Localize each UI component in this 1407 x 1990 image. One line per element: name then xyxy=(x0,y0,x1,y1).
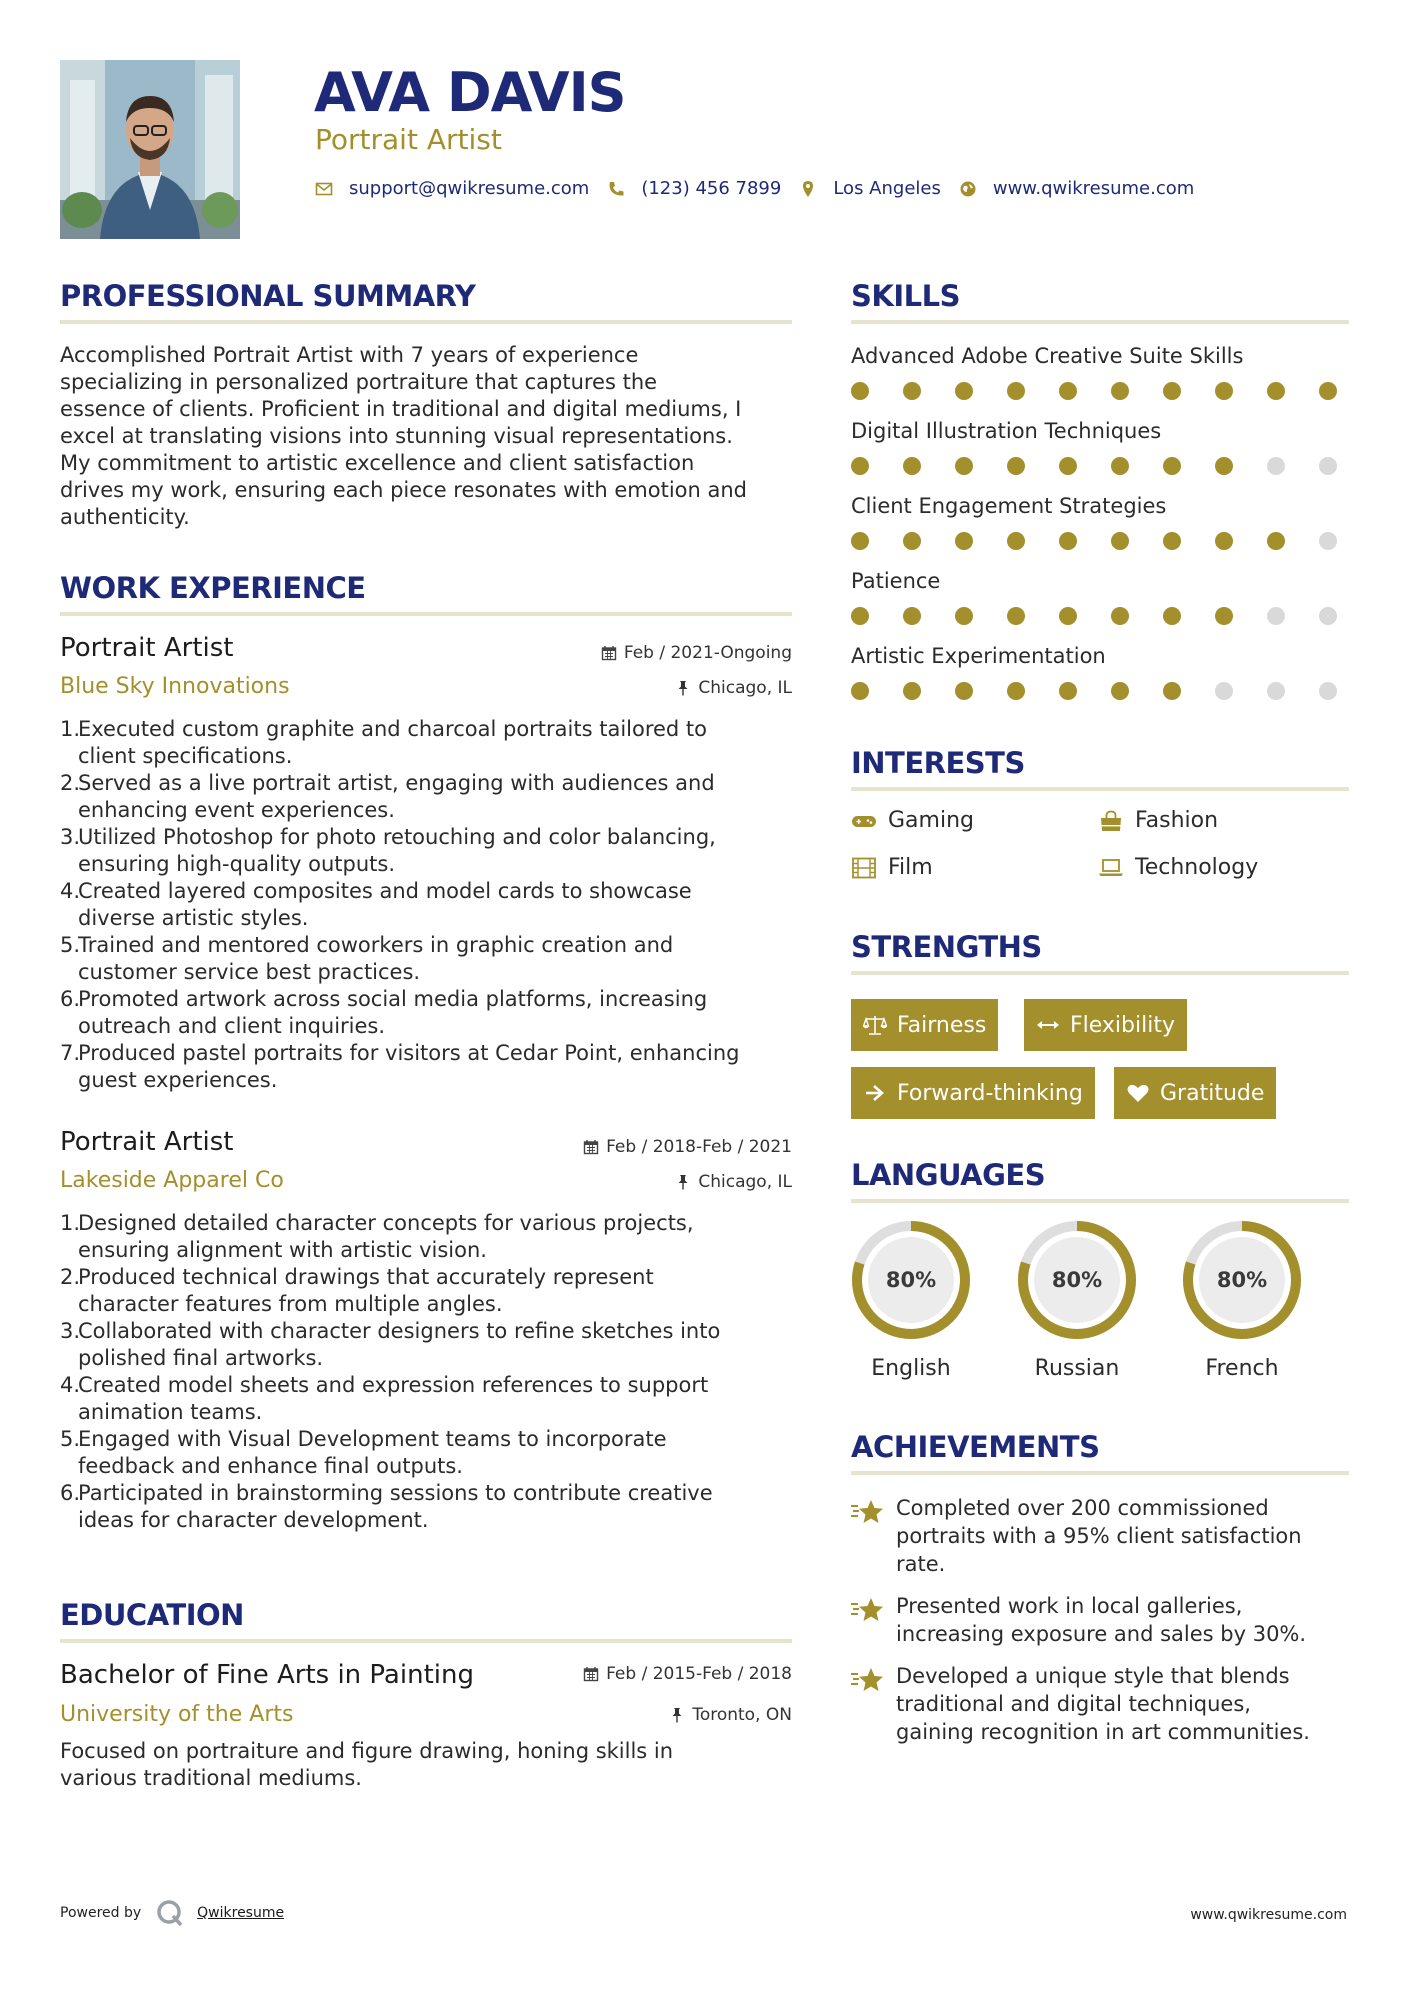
job-location xyxy=(480,677,792,699)
job-title: Portrait Artist xyxy=(60,633,234,663)
skill-dot-filled xyxy=(1111,682,1129,700)
laptop-icon xyxy=(1098,857,1124,879)
language-name: English xyxy=(871,1356,951,1381)
list-item: 4. Created model sheets and expression references to support animation teams. xyxy=(60,1372,800,1426)
skill-dot-empty xyxy=(1319,532,1337,550)
education-line: various traditional mediums. xyxy=(60,1766,362,1790)
skill-dot-filled xyxy=(1111,532,1129,550)
bullet-line: Created model sheets and expression references to support xyxy=(78,1373,709,1397)
skill-dot-filled xyxy=(955,457,973,475)
skill-dot-filled xyxy=(955,607,973,625)
strengths-heading: STRENGTHS xyxy=(851,930,1042,964)
skill-name: Advanced Adobe Creative Suite Skills xyxy=(851,344,1244,368)
strength-gratitude xyxy=(1114,1067,1276,1119)
bullet-line: Participated in brainstorming sessions to contribute creative xyxy=(78,1481,713,1505)
bullet-line: Utilized Photoshop for photo retouching and color balancing, xyxy=(78,825,716,849)
balance-scale-icon xyxy=(863,1014,887,1036)
website-text: www.qwikresume.com xyxy=(992,178,1195,199)
languages-heading: LANGUAGES xyxy=(851,1158,1046,1192)
skill-dot-filled xyxy=(1059,382,1077,400)
bullet-line: diverse artistic styles. xyxy=(78,906,309,930)
contact-phone[interactable] xyxy=(607,178,781,199)
bullet-line: ensuring alignment with artistic vision. xyxy=(78,1238,487,1262)
qwikresume-logo-icon xyxy=(155,1898,185,1928)
language-english xyxy=(851,1220,971,1381)
skill-dot-filled xyxy=(1163,682,1181,700)
skill-name: Digital Illustration Techniques xyxy=(851,419,1162,443)
candidate-role: Portrait Artist xyxy=(315,123,502,156)
bullet-line: ensuring high-quality outputs. xyxy=(78,852,396,876)
skill-dot-filled xyxy=(1267,532,1285,550)
skill-rating xyxy=(851,606,1337,626)
skill-dot-filled xyxy=(1059,532,1077,550)
skill-dot-filled xyxy=(1163,382,1181,400)
job-location xyxy=(480,1171,792,1193)
skill-rating xyxy=(851,531,1337,551)
bullet-line: feedback and enhance final outputs. xyxy=(78,1454,463,1478)
contact-location xyxy=(799,178,941,199)
interest-fashion xyxy=(1098,808,1218,833)
skill-dot-filled xyxy=(1059,607,1077,625)
skill-dot-filled xyxy=(1163,532,1181,550)
degree-title: Bachelor of Fine Arts in Painting xyxy=(60,1660,474,1690)
skill-dot-filled xyxy=(1215,382,1233,400)
skill-name: Artistic Experimentation xyxy=(851,644,1106,668)
skill-dot-filled xyxy=(903,457,921,475)
skill-dot-filled xyxy=(1007,607,1025,625)
language-name: Russian xyxy=(1034,1356,1120,1381)
skills-heading: SKILLS xyxy=(851,279,960,313)
skill-dot-empty xyxy=(1319,607,1337,625)
achievements-heading: ACHIEVEMENTS xyxy=(851,1430,1100,1464)
experience-rule xyxy=(60,612,792,616)
globe-icon xyxy=(959,180,977,198)
achievements-rule xyxy=(851,1471,1349,1475)
bullet-line: client specifications. xyxy=(78,744,293,768)
summary-line: excel at translating visions into stunning visual representations. xyxy=(60,424,733,448)
summary-line: authenticity. xyxy=(60,505,190,529)
summary-line: essence of clients. Proficient in traditional and digital mediums, I xyxy=(60,397,742,421)
education-location-text: Toronto, ON xyxy=(692,1705,792,1725)
footer-powered-by xyxy=(60,1898,284,1928)
achievement-line: gaining recognition in art communities. xyxy=(896,1720,1310,1744)
job-dates xyxy=(480,642,792,664)
bullet-line: Created layered composites and model cards to showcase xyxy=(78,879,692,903)
skill-dot-empty xyxy=(1319,457,1337,475)
job-dates xyxy=(480,1136,792,1158)
achievement-item xyxy=(850,1662,1350,1746)
interest-label: Technology xyxy=(1135,855,1259,880)
skill-dot-filled xyxy=(1267,382,1285,400)
school-name: University of the Arts xyxy=(60,1702,294,1727)
bullet-line: Promoted artwork across social media platforms, increasing xyxy=(78,987,708,1011)
contact-bar xyxy=(315,178,1212,199)
achievement-line: rate. xyxy=(896,1552,946,1576)
language-percent: 80% xyxy=(885,1268,937,1292)
education-dates xyxy=(480,1663,792,1685)
calendar-icon xyxy=(583,1139,599,1155)
bullet-line: guest experiences. xyxy=(78,1068,278,1092)
strength-label: Forward-thinking xyxy=(897,1080,1083,1106)
list-item: 3. Collaborated with character designers to refine sketches into polished final artworks. xyxy=(60,1318,800,1372)
bullet-line: Engaged with Visual Development teams to incorporate xyxy=(78,1427,667,1451)
skill-dot-filled xyxy=(851,682,869,700)
skill-dot-filled xyxy=(955,532,973,550)
summary-rule xyxy=(60,320,792,324)
pushpin-icon xyxy=(675,1174,691,1190)
interest-film xyxy=(851,855,933,880)
bullet-line: ideas for character development. xyxy=(78,1508,429,1532)
language-name: French xyxy=(1205,1356,1279,1381)
skill-dot-filled xyxy=(1007,532,1025,550)
bullet-line: polished final artworks. xyxy=(78,1346,324,1370)
languages-rule xyxy=(851,1199,1349,1203)
job-location-text: Chicago, IL xyxy=(698,678,792,698)
achievement-text xyxy=(896,1592,1350,1648)
bullet-line: outreach and client inquiries. xyxy=(78,1014,386,1038)
star-icon xyxy=(850,1498,884,1526)
skill-name: Patience xyxy=(851,569,941,593)
skill-dot-filled xyxy=(851,457,869,475)
bullet-line: Collaborated with character designers to refine sketches into xyxy=(78,1319,721,1343)
language-progress-ring xyxy=(1182,1220,1302,1340)
achievement-line: Completed over 200 commissioned xyxy=(896,1496,1269,1520)
summary-text xyxy=(60,342,800,531)
skill-dot-filled xyxy=(1059,457,1077,475)
skill-dot-filled xyxy=(1163,457,1181,475)
bullet-line: Served as a live portrait artist, engaging with audiences and xyxy=(78,771,715,795)
brand-link[interactable]: Qwikresume xyxy=(197,1905,285,1921)
education-dates-text: Feb / 2015-Feb / 2018 xyxy=(606,1664,792,1684)
skill-dot-filled xyxy=(903,607,921,625)
job-bullets xyxy=(60,716,800,1094)
skill-dot-empty xyxy=(1215,682,1233,700)
interest-label: Film xyxy=(888,855,933,880)
phone-icon xyxy=(607,180,625,198)
achievement-item xyxy=(850,1494,1350,1578)
achievement-line: Presented work in local galleries, xyxy=(896,1594,1243,1618)
skill-rating xyxy=(851,381,1337,401)
list-item: 5. Trained and mentored coworkers in graphic creation and customer service best practices. xyxy=(60,932,800,986)
education-line: Focused on portraiture and figure drawing, honing skills in xyxy=(60,1739,674,1763)
achievement-text xyxy=(896,1494,1350,1578)
job-title: Portrait Artist xyxy=(60,1127,234,1157)
candidate-name: AVA DAVIS xyxy=(314,61,626,124)
skill-dot-filled xyxy=(903,532,921,550)
bullet-line: animation teams. xyxy=(78,1400,263,1424)
skill-dot-filled xyxy=(1007,457,1025,475)
skill-rating xyxy=(851,681,1337,701)
shopping-bag-icon xyxy=(1098,810,1124,832)
calendar-icon xyxy=(583,1666,599,1682)
skill-dot-filled xyxy=(1215,607,1233,625)
skill-dot-empty xyxy=(1267,682,1285,700)
calendar-icon xyxy=(601,645,617,661)
job-bullets xyxy=(60,1210,800,1534)
skill-dot-filled xyxy=(903,382,921,400)
strength-forward-thinking xyxy=(851,1067,1095,1119)
interests-rule xyxy=(851,787,1349,791)
skill-dot-filled xyxy=(955,382,973,400)
summary-line: Accomplished Portrait Artist with 7 years of experience xyxy=(60,343,639,367)
profile-photo xyxy=(60,60,240,239)
skill-dot-filled xyxy=(1319,382,1337,400)
list-item: 6. Participated in brainstorming sessions to contribute creative ideas for character development. xyxy=(60,1480,800,1534)
list-item: 3. Utilized Photoshop for photo retouching and color balancing, ensuring high-quality outputs. xyxy=(60,824,800,878)
job-company: Lakeside Apparel Co xyxy=(60,1168,284,1193)
skills-rule xyxy=(851,320,1349,324)
job-company: Blue Sky Innovations xyxy=(60,674,290,699)
interest-label: Fashion xyxy=(1135,808,1219,833)
strength-label: Flexibility xyxy=(1070,1012,1175,1038)
summary-line: drives my work, ensuring each piece resonates with emotion and xyxy=(60,478,747,502)
list-item: 1. Executed custom graphite and charcoal portraits tailored to client specifications. xyxy=(60,716,800,770)
skill-dot-filled xyxy=(1007,682,1025,700)
job-location-text: Chicago, IL xyxy=(698,1172,792,1192)
star-icon xyxy=(850,1666,884,1694)
skill-name: Client Engagement Strategies xyxy=(851,494,1167,518)
footer-website[interactable]: www.qwikresume.com xyxy=(1190,1907,1347,1923)
film-icon xyxy=(851,857,877,879)
pushpin-icon xyxy=(669,1707,685,1723)
skill-dot-empty xyxy=(1267,457,1285,475)
map-marker-icon xyxy=(799,180,817,198)
contact-website[interactable] xyxy=(959,178,1194,199)
list-item: 2. Served as a live portrait artist, engaging with audiences and enhancing event experiences. xyxy=(60,770,800,824)
bullet-line: character features from multiple angles. xyxy=(78,1292,503,1316)
skill-dot-filled xyxy=(1111,607,1129,625)
strength-flexibility xyxy=(1024,999,1187,1051)
strength-label: Gratitude xyxy=(1160,1080,1265,1106)
achievement-line: traditional and digital techniques, xyxy=(896,1692,1251,1716)
skill-dot-filled xyxy=(1007,382,1025,400)
skill-dot-filled xyxy=(903,682,921,700)
skill-dot-filled xyxy=(1215,457,1233,475)
education-location xyxy=(480,1704,792,1726)
arrows-horizontal-icon xyxy=(1036,1014,1060,1036)
skill-dot-filled xyxy=(1215,532,1233,550)
bullet-line: Trained and mentored coworkers in graphic creation and xyxy=(78,933,674,957)
bullet-line: Designed detailed character concepts for various projects, xyxy=(78,1211,694,1235)
interest-gaming xyxy=(851,808,974,833)
achievement-item xyxy=(850,1592,1350,1648)
skill-dot-filled xyxy=(1163,607,1181,625)
list-item: 6. Promoted artwork across social media platforms, increasing outreach and client inquiries. xyxy=(60,986,800,1040)
star-icon xyxy=(850,1596,884,1624)
bullet-line: Produced technical drawings that accurately represent xyxy=(78,1265,654,1289)
contact-email[interactable] xyxy=(315,178,589,199)
skill-dot-filled xyxy=(1059,682,1077,700)
education-rule xyxy=(60,1639,792,1643)
achievement-line: increasing exposure and sales by 30%. xyxy=(896,1622,1307,1646)
skill-dot-filled xyxy=(851,607,869,625)
language-french xyxy=(1182,1220,1302,1381)
bullet-line: Produced pastel portraits for visitors at Cedar Point, enhancing xyxy=(78,1041,740,1065)
email-text: support@qwikresume.com xyxy=(349,178,590,199)
bullet-line: Executed custom graphite and charcoal portraits tailored to xyxy=(78,717,708,741)
bullet-line: customer service best practices. xyxy=(78,960,421,984)
skill-dot-filled xyxy=(851,382,869,400)
strength-label: Fairness xyxy=(897,1012,987,1038)
location-text: Los Angeles xyxy=(833,178,941,199)
interests-heading: INTERESTS xyxy=(851,746,1025,780)
achievement-line: Developed a unique style that blends xyxy=(896,1664,1290,1688)
gamepad-icon xyxy=(851,810,877,832)
list-item: 1. Designed detailed character concepts for various projects, ensuring alignment with artistic vision. xyxy=(60,1210,800,1264)
language-progress-ring xyxy=(1017,1220,1137,1340)
heart-icon xyxy=(1126,1082,1150,1104)
job-dates-text: Feb / 2018-Feb / 2021 xyxy=(606,1137,792,1157)
summary-heading: PROFESSIONAL SUMMARY xyxy=(60,279,476,313)
list-item: 7. Produced pastel portraits for visitors at Cedar Point, enhancing guest experiences. xyxy=(60,1040,800,1094)
skill-rating xyxy=(851,456,1337,476)
powered-by-text: Powered by xyxy=(60,1905,142,1921)
summary-line: My commitment to artistic excellence and client satisfaction xyxy=(60,451,695,475)
list-item: 4. Created layered composites and model cards to showcase diverse artistic styles. xyxy=(60,878,800,932)
pushpin-icon xyxy=(675,680,691,696)
phone-text: (123) 456 7899 xyxy=(641,178,782,199)
job-dates-text: Feb / 2021-Ongoing xyxy=(623,643,792,663)
strengths-rule xyxy=(851,971,1349,975)
achievement-line: portraits with a 95% client satisfaction xyxy=(896,1524,1302,1548)
strength-fairness xyxy=(851,999,998,1051)
achievement-text xyxy=(896,1662,1350,1746)
interest-technology xyxy=(1098,855,1258,880)
skill-dot-filled xyxy=(1111,382,1129,400)
education-description xyxy=(60,1738,800,1792)
envelope-icon xyxy=(315,180,333,198)
skill-dot-empty xyxy=(1267,607,1285,625)
skill-dot-filled xyxy=(1111,457,1129,475)
bullet-line: enhancing event experiences. xyxy=(78,798,395,822)
arrow-right-icon xyxy=(863,1082,887,1104)
language-progress-ring xyxy=(851,1220,971,1340)
education-heading: EDUCATION xyxy=(60,1598,244,1632)
experience-heading: WORK EXPERIENCE xyxy=(60,571,366,605)
language-russian xyxy=(1017,1220,1137,1381)
skill-dot-filled xyxy=(955,682,973,700)
interest-label: Gaming xyxy=(888,808,974,833)
list-item: 5. Engaged with Visual Development teams to incorporate feedback and enhance final outputs. xyxy=(60,1426,800,1480)
language-percent: 80% xyxy=(1051,1268,1103,1292)
language-percent: 80% xyxy=(1216,1268,1268,1292)
skill-dot-filled xyxy=(851,532,869,550)
skill-dot-empty xyxy=(1319,682,1337,700)
summary-line: specializing in personalized portraiture that captures the xyxy=(60,370,658,394)
list-item: 2. Produced technical drawings that accurately represent character features from multiple angles. xyxy=(60,1264,800,1318)
